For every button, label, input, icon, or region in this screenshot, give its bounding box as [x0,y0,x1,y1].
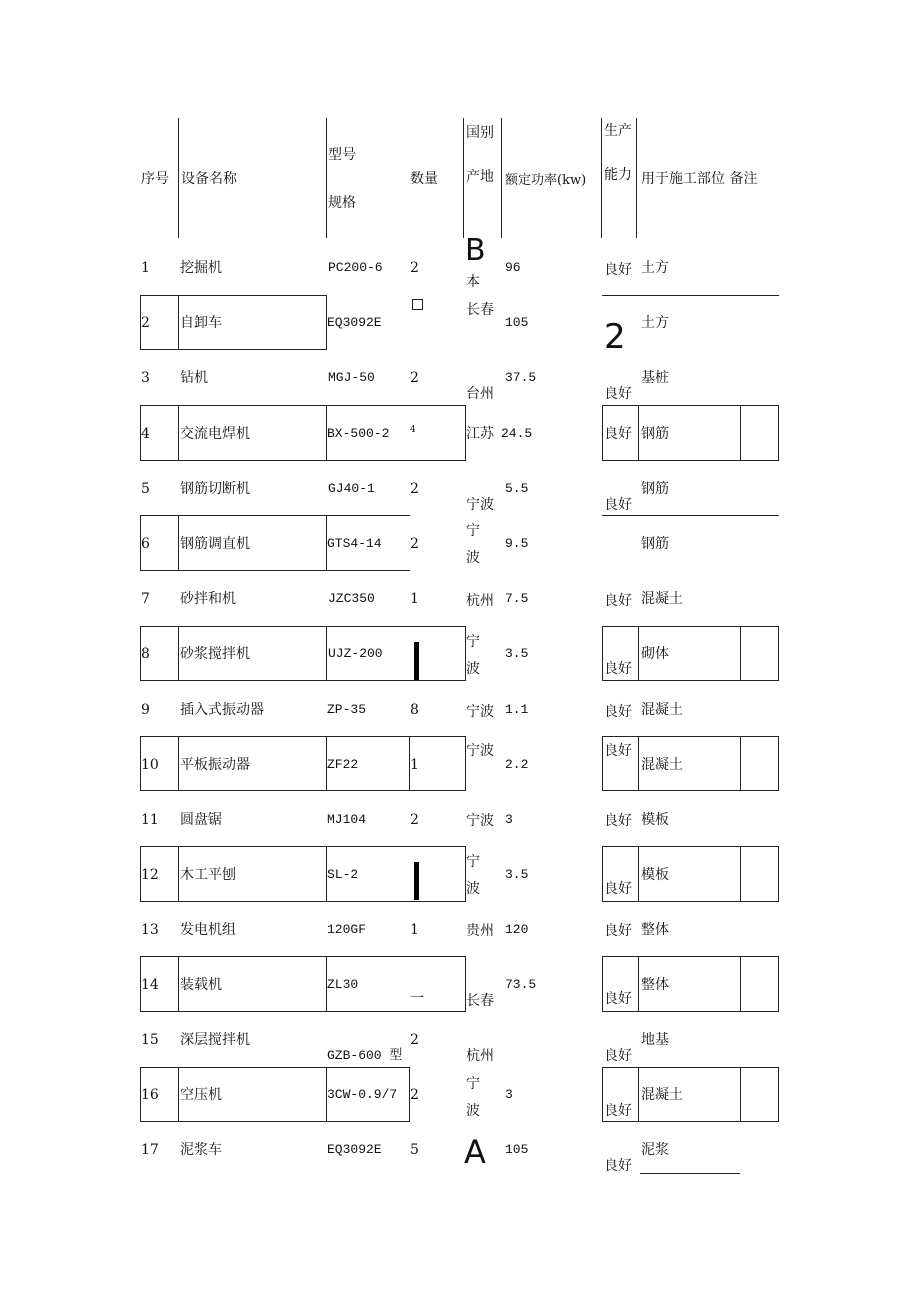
cell-use: 泥浆 [641,1142,669,1158]
cell-name: 发电机组 [180,922,236,938]
cell-qty: 一 [410,991,424,1007]
cell-qty: 2 [410,260,419,276]
empty-checkbox-mark [412,299,423,310]
row-underline [602,295,779,296]
cell-name: 砂拌和机 [180,591,236,607]
cell-use: 混凝土 [641,702,683,718]
cell-model: SL-2 [327,867,359,882]
cell-power: 9.5 [505,536,529,551]
cell-capacity: 良好 [604,813,632,829]
cell-model: ZP-35 [327,702,367,717]
cell-name: 木工平刨 [180,867,236,883]
cell-power: 105 [505,1142,529,1157]
cell-qty: 1 [410,757,419,773]
header-origin-line1: 国别 [466,125,494,141]
cell-capacity: 良好 [604,704,632,720]
row-underline [602,515,779,516]
black-bar-mark [414,642,419,680]
cell-name: 平板振动器 [180,757,250,773]
cell-origin: 宁波 [466,743,494,759]
cell-capacity: 良好 [604,743,632,759]
cell-use: 土方 [641,315,669,331]
header-model-line2: 规格 [328,195,356,211]
cell-power: 24.5 [501,426,533,441]
row-divider [740,1067,741,1122]
cell-use: 钢筋 [641,481,669,497]
cell-model: JZC350 [328,591,375,606]
cell-model: 3CW-0.9/7 [327,1087,398,1102]
cell-qty: 4 [410,425,416,435]
cell-origin: 长春 [466,302,494,318]
row-divider [178,1067,179,1122]
header-divider [178,118,179,238]
header-capacity-line2: 能力 [604,167,632,183]
cell-qty: 2 [410,536,419,552]
cell-no: 4 [141,426,150,442]
cell-origin: 贵州 [466,923,494,939]
cell-name: 钢筋调直机 [180,536,250,552]
cell-origin-line1: 宁 [466,523,480,539]
cell-no: 17 [141,1142,159,1158]
cell-capacity: 良好 [604,881,632,897]
cell-no: 5 [141,481,150,497]
cell-origin: 杭州 [466,593,494,609]
cell-model: ZF22 [327,757,359,772]
cell-origin: 宁波 [466,704,494,720]
row-divider [638,846,639,902]
cell-model: MJ104 [327,812,367,827]
row-divider [326,626,327,681]
cell-name: 圆盘锯 [180,812,222,828]
stray-letter-b: B [465,233,486,268]
row-divider [178,846,179,902]
row-divider [740,956,741,1012]
header-divider [601,118,602,238]
cell-power: 7.5 [505,591,529,606]
cell-model: UJZ-200 [328,646,383,661]
cell-model: MGJ-50 [328,370,375,385]
cell-use: 混凝土 [641,591,683,607]
row-underline [140,515,410,516]
cell-qty: 1 [410,591,419,607]
cell-use: 混凝土 [641,1087,683,1103]
header-name: 设备名称 [181,171,237,187]
cell-no: 1 [141,260,150,276]
cell-qty: 2 [410,812,419,828]
cell-use: 土方 [641,260,669,276]
cell-use: 混凝土 [641,757,683,773]
cell-use: 地基 [641,1032,669,1048]
cell-name: 深层搅拌机 [180,1032,250,1048]
cell-name: 交流电焊机 [180,426,250,442]
cell-no: 3 [141,370,150,386]
cell-origin-line2: 波 [466,550,480,566]
cell-qty: 1 [410,922,419,938]
cell-capacity: 良好 [604,661,632,677]
cell-name: 自卸车 [180,315,222,331]
header-no: 序号 [141,171,169,187]
cell-name: 空压机 [180,1087,222,1103]
cell-no: 2 [141,315,150,331]
cell-power: 3 [505,812,513,827]
row-underline [640,1173,740,1174]
cell-no: 16 [141,1087,159,1103]
cell-use: 砌体 [641,646,669,662]
cell-model: GJ40-1 [328,481,375,496]
cell-origin-line1: 宁 [466,854,480,870]
cell-capacity: 良好 [604,262,632,278]
cell-no: 8 [141,646,150,662]
cell-no: 12 [141,867,159,883]
cell-name: 挖掘机 [180,260,222,276]
cell-origin-line1: 宁 [466,1076,480,1092]
cell-capacity: 良好 [604,386,632,402]
stray-digit-two: 2 [604,317,626,357]
header-model-line1: 型号 [328,147,356,163]
cell-model: ZL30 [327,977,359,992]
cell-power: 96 [505,260,521,275]
cell-qty: 5 [410,1142,419,1158]
cell-power: 3.5 [505,867,529,882]
cell-power: 105 [505,315,529,330]
cell-qty: 2 [410,370,419,386]
row-divider [178,956,179,1012]
cell-origin: 本 [466,274,480,290]
cell-power: 5.5 [505,481,529,496]
row-divider [638,405,639,461]
row-divider [740,736,741,791]
cell-model: 120GF [327,922,367,937]
cell-use: 模板 [641,812,669,828]
cell-power: 1.1 [505,702,529,717]
cell-origin-line2: 波 [466,661,480,677]
cell-name: 泥浆车 [180,1142,222,1158]
row-divider [638,1067,639,1122]
header-divider [636,118,637,238]
cell-no: 14 [141,977,159,993]
cell-model: GTS4-14 [327,536,382,551]
header-divider [326,118,327,238]
cell-capacity: 良好 [604,426,632,442]
row-divider [178,515,179,570]
cell-use: 基桩 [641,370,669,386]
cell-model: BX-500-2 [327,426,390,441]
cell-qty: 2 [410,481,419,497]
header-capacity-line1: 生产 [604,123,632,139]
cell-power: 37.5 [505,370,537,385]
cell-origin-line2: 波 [466,881,480,897]
cell-name: 插入式振动器 [180,702,264,718]
cell-model: PC200-6 [328,260,383,275]
header-power: 额定功率(kw) [505,173,587,188]
cell-power: 2.2 [505,757,529,772]
row-border [140,295,327,350]
cell-origin: 长春 [466,993,494,1009]
cell-no: 13 [141,922,159,938]
black-bar-mark [414,862,419,900]
cell-model: EQ3092E [327,315,382,330]
cell-origin: 宁波 [466,497,494,513]
stray-letter-a: A [464,1133,486,1171]
row-divider [638,736,639,791]
cell-origin: 杭州 [466,1048,494,1064]
cell-no: 15 [141,1032,159,1048]
cell-no: 10 [141,757,159,773]
cell-no: 7 [141,591,150,607]
row-divider [178,405,179,461]
row-underline [140,570,410,571]
cell-qty: 8 [410,702,419,718]
cell-qty: 2 [410,1032,419,1048]
cell-use: 整体 [641,977,669,993]
cell-no: 6 [141,536,150,552]
cell-capacity: 良好 [604,593,632,609]
cell-use: 钢筋 [641,426,669,442]
cell-origin-line2: 波 [466,1103,480,1119]
header-use-remark: 用于施工部位 备注 [641,171,758,187]
row-divider [178,295,179,350]
cell-no: 11 [141,812,159,828]
cell-use: 整体 [641,922,669,938]
cell-power: 3 [505,1087,513,1102]
cell-power: 3.5 [505,646,529,661]
row-divider [740,405,741,461]
cell-use: 模板 [641,867,669,883]
row-divider [740,846,741,902]
header-divider [463,118,464,238]
cell-name: 钢筋切断机 [180,481,250,497]
row-divider [638,956,639,1012]
cell-capacity: 良好 [604,1158,632,1174]
cell-capacity: 良好 [604,923,632,939]
cell-origin: 宁波 [466,813,494,829]
cell-power: 120 [505,922,529,937]
header-divider [501,118,502,238]
cell-origin-line1: 宁 [466,634,480,650]
cell-name: 钻机 [180,370,208,386]
cell-qty: 2 [410,1087,419,1103]
cell-capacity: 良好 [604,991,632,1007]
row-divider [178,626,179,681]
cell-model: GZB-600 型 [327,1048,403,1063]
cell-name: 砂浆搅拌机 [180,646,250,662]
header-qty: 数量 [410,171,438,187]
cell-capacity: 良好 [604,497,632,513]
row-divider [740,626,741,681]
cell-model: EQ3092E [327,1142,382,1157]
row-divider [638,626,639,681]
header-origin-line2: 产地 [466,169,494,185]
cell-capacity: 良好 [604,1103,632,1119]
cell-name: 装载机 [180,977,222,993]
cell-origin: 台州 [466,386,494,402]
cell-no: 9 [141,702,150,718]
cell-power: 73.5 [505,977,537,992]
cell-origin: 江苏 [466,426,494,442]
cell-capacity: 良好 [604,1048,632,1064]
cell-use: 钢筋 [641,536,669,552]
row-divider [178,736,179,791]
